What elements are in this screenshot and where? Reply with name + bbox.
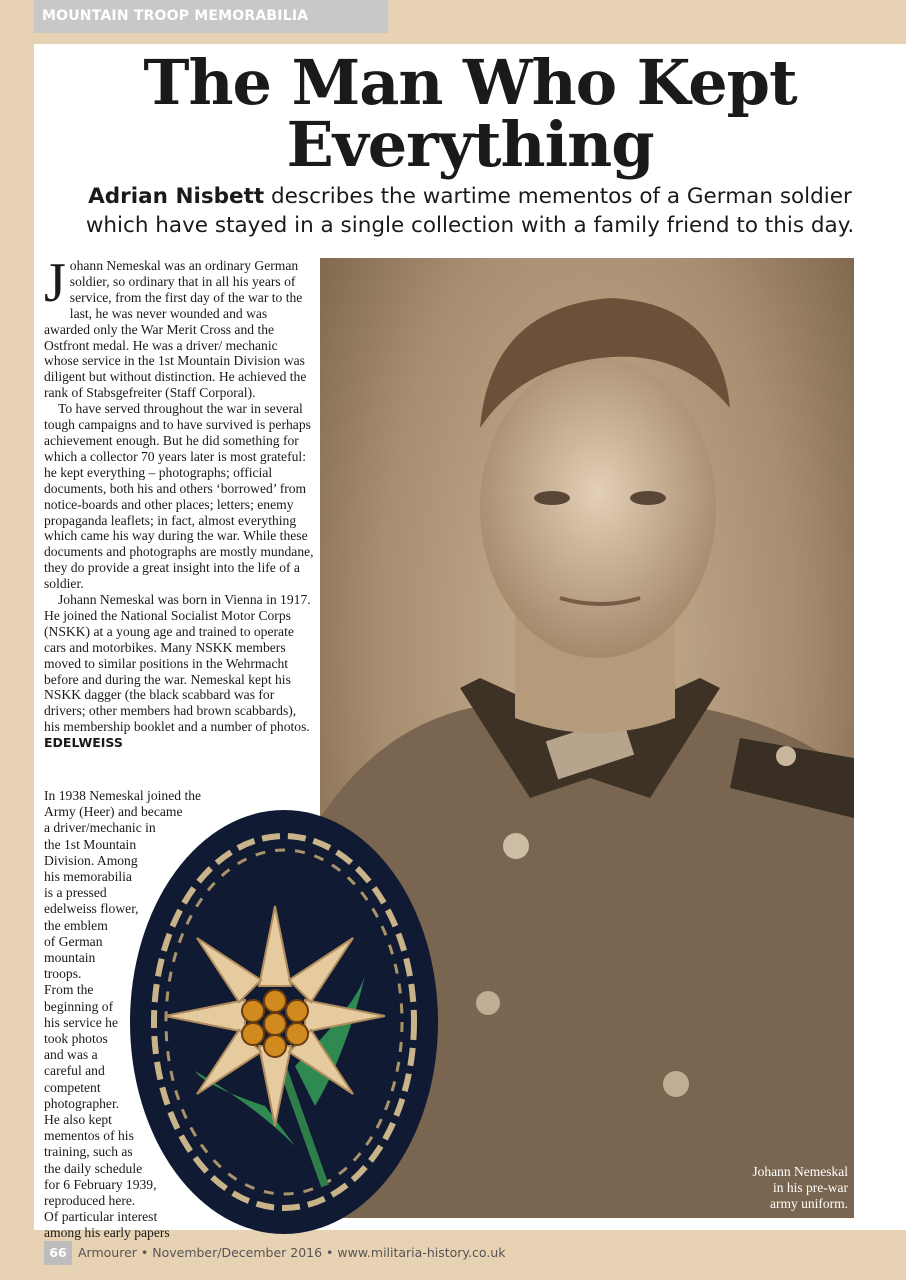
footer-text: Armourer • November/December 2016 • www.militaria-history.co.uk [78, 1245, 506, 1260]
narrow-column-line: troops. [44, 966, 82, 982]
narrow-column-line: among his early papers [44, 1225, 170, 1241]
paragraph-3: Johann Nemeskal was born in Vienna in 1917. He joined the National Socialist Motor Corps (NSKK) at a young age and trained to operate cars and motorbikes. Many NSKK members moved to similar positions in the Wehrmacht before and during the war. Nemeskal kept his NSKK dagger (the black scabbard was for drivers; other members had brown scabbards), his membership booklet and a number of photos. [44, 592, 311, 735]
headline [34, 46, 906, 181]
narrow-column-line: edelweiss flower, [44, 901, 139, 917]
headline-line-1: The Man Who Kept [143, 46, 797, 119]
drop-cap: J [44, 252, 66, 314]
narrow-column-line: for 6 February 1939, [44, 1176, 157, 1192]
author-name: Adrian Nisbett [88, 184, 265, 209]
narrow-column-line: He also kept [44, 1112, 112, 1128]
narrow-column-line: competent [44, 1079, 101, 1095]
narrow-column-line: and was a [44, 1047, 98, 1063]
subheading: EDELWEISS [44, 735, 123, 751]
narrow-column-line: reproduced here. [44, 1193, 136, 1209]
narrow-column-line: photographer. [44, 1095, 120, 1111]
section-label: MOUNTAIN TROOP MEMORABILIA [34, 0, 388, 33]
narrow-column-line: careful and [44, 1063, 105, 1079]
narrow-column-line: of German [44, 933, 103, 949]
page-footer [44, 1241, 505, 1265]
narrow-column-line: the 1st Mountain [44, 836, 137, 852]
caption-line-3: army uniform. [770, 1196, 848, 1211]
caption-line-1: Johann Nemeskal [752, 1164, 848, 1179]
narrow-column-line: mementos of his [44, 1128, 134, 1144]
narrow-column-line: Of particular interest [44, 1209, 158, 1225]
narrow-column-line: the emblem [44, 917, 108, 933]
narrow-column-line: mountain [44, 950, 96, 966]
narrow-column-line: his service he [44, 1014, 118, 1030]
headline-line-2: Everything [286, 108, 654, 181]
paragraph-2: To have served throughout the war in several tough campaigns and to have survived is perhaps achievement enough. But he did something for which a collector 70 years later is most grateful: he kept everything – photographs; official documents, both his and others ‘borrowed’ from notice-boards and other places; letters; enemy propaganda leaflets; in fact, almost everything which came his way during the war. While these documents and photographs are mostly mundane, they do provide a great insight into the life of a soldier. [44, 401, 314, 592]
narrow-column-line: training, such as [44, 1144, 133, 1160]
narrow-column-line: a driver/mechanic in [44, 820, 156, 836]
narrow-column-line: In 1938 Nemeskal joined the [44, 788, 202, 803]
standfirst [40, 182, 900, 240]
narrow-column-line: From the [44, 982, 94, 998]
paragraph-1 [44, 252, 314, 401]
narrow-column-line: the daily schedule [44, 1160, 143, 1176]
paragraph-1-text: ohann Nemeskal was an ordinary German soldier, so ordinary that in all his years of service, from the first day of the war to the last, he was never wounded and was awarded only the War Merit Cross and the Ostfront medal. He was a driver/ mechanic whose service in the 1st Mountain Division was diligent but without distinction. He achieved the rank of Stabsgefreiter (Staff Corporal). [44, 258, 307, 401]
narrow-column-line: Army (Heer) and became [44, 804, 183, 820]
page-number: 66 [44, 1241, 72, 1265]
narrow-column [44, 788, 209, 1242]
standfirst-text-1: describes the wartime mementos of a German soldier [264, 184, 852, 209]
narrow-column-line: Division. Among [44, 852, 138, 868]
narrow-column-line: is a pressed [44, 885, 107, 901]
photo-caption [688, 1164, 848, 1212]
caption-line-2: in his pre-war [773, 1180, 848, 1195]
standfirst-text-2: which have stayed in a single collection with a family friend to this day. [85, 213, 855, 238]
narrow-column-line: his memorabilia [44, 869, 132, 885]
narrow-column-line: took photos [44, 1031, 108, 1047]
narrow-column-line: beginning of [44, 998, 114, 1014]
article-column [44, 252, 314, 751]
